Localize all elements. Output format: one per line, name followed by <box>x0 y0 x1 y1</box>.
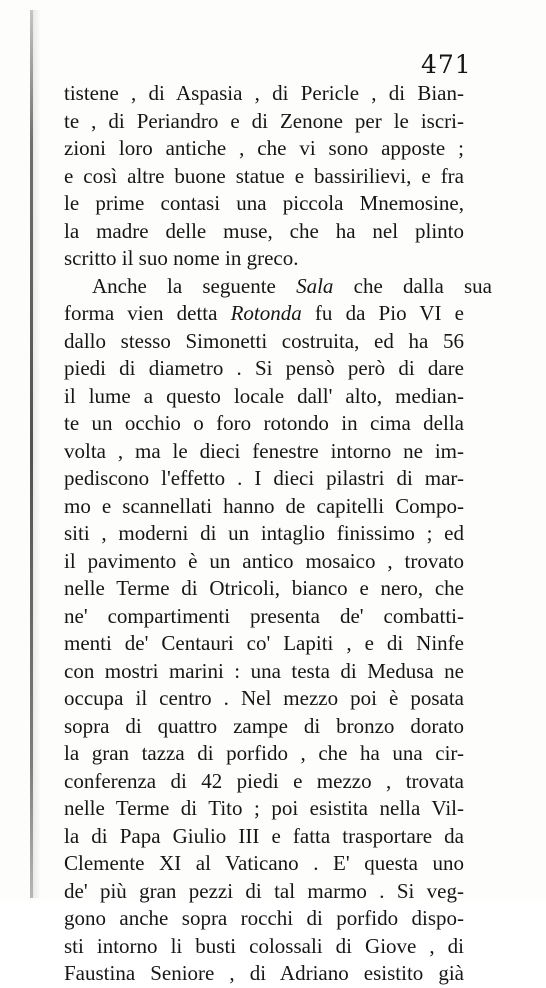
text-line: zioni loro antiche , che vi sono apposte ; <box>64 136 464 160</box>
text-line: gono anche sopra rocchi di porfido dispo- <box>64 906 464 930</box>
text-line: pediscono l'effetto . I dieci pilastri di mar- <box>64 466 464 490</box>
text-line: menti de' Centauri co' Lapiti , e di Ninfe <box>64 631 464 655</box>
text-line: siti , moderni di un intaglio finissimo ; ed <box>64 521 464 545</box>
text-line: conferenza di 42 piedi e mezzo , trovata <box>64 768 464 793</box>
text-line: la gran tazza di porfido , che ha una cir- <box>64 741 464 765</box>
text-line: le prime contasi una piccola Mnemosine, <box>64 191 464 215</box>
text-segment: forma vien detta <box>64 301 231 325</box>
text-line: nelle Terme di Otricoli, bianco e nero, che <box>64 576 464 600</box>
italic-term: Rotonda <box>230 301 302 325</box>
text-line: il lume a questo locale dall' alto, median- <box>64 383 464 408</box>
text-line <box>64 273 492 301</box>
text-line: te un occhio o foro rotondo in cima della <box>64 411 464 435</box>
text-line: nelle Terme di Tito ; poi esistita nella Vil- <box>64 796 464 820</box>
text-line <box>64 300 464 328</box>
text-line: con mostri marini : una testa di Medusa ne <box>64 658 464 683</box>
text-line: tistene , di Aspasia , di Pericle , di Bian- <box>64 81 464 105</box>
body-text <box>64 80 492 988</box>
text-line: Clemente XI al Vaticano . E' questa uno <box>64 851 464 875</box>
text-line: ne' compartimenti presenta de' combatti- <box>64 603 464 628</box>
text-segment: che dalla sua <box>333 273 492 298</box>
text-line: dallo stesso Simonetti costruita, ed ha 56 <box>64 328 464 353</box>
text-line: sopra di quattro zampe di bronzo dorato <box>64 713 464 738</box>
text-line: sti intorno li busti colossali di Giove , di <box>64 933 464 958</box>
text-line: te , di Periandro e di Zenone per le iscri- <box>64 108 464 133</box>
text-line: mo e scannellati hanno de capitelli Compo- <box>64 493 464 518</box>
text-segment: fu da Pio VI e <box>301 301 464 325</box>
page-number: 471 <box>421 50 472 79</box>
text-line: Faustina Seniore , di Adriano esistito già <box>64 961 464 985</box>
text-segment: Anche la seguente <box>92 273 297 298</box>
text-line: piedi di diametro . Si pensò però di dare <box>64 356 464 380</box>
text-line: e così altre buone statue e bassirilievi, e fra <box>64 163 464 188</box>
text-line: scritto il suo nome in greco. <box>64 246 299 270</box>
page-gutter-shadow <box>33 10 41 898</box>
text-line: volta , ma le dieci fenestre intorno ne im- <box>64 438 464 463</box>
text-line: la madre delle muse, che ha nel plinto <box>64 218 464 243</box>
text-line: il pavimento è un antico mosaico , trovato <box>64 548 464 573</box>
italic-term: Sala <box>296 273 334 298</box>
text-line: la di Papa Giulio III e fatta trasportare da <box>64 823 464 848</box>
text-line: de' più gran pezzi di tal marmo . Si veg- <box>64 878 464 903</box>
text-line: occupa il centro . Nel mezzo poi è posata <box>64 686 464 710</box>
